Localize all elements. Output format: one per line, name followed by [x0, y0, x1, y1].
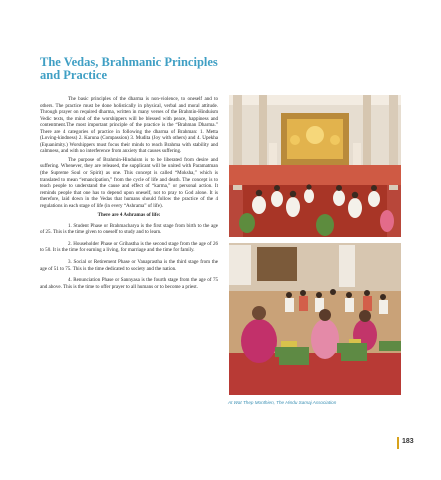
paragraph: The purpose of Brahmin-Hinduism is to be liberated from desire and suffering. Whenever, they are released, the supplicant will be united with Paramatman (the Supreme Soul or Spirit) as one. This concept is called “Moksha,” which is translated to mean “emancipation,” from the cycle of life and death. The concept is to teach people to understand the cause and effect of “karma,” or personal action. It reminds people that one has to depend upon oneself, not to pray to God alone. It is therefore, laid down in the Vedas that humans should follow the practice of the 4 regulations in each stage of life (in every “Ashrama” of life).: [40, 156, 218, 209]
ashrama-item: 2. Householder Phase or Grihastha is the second stage from the age of 26 to 50. It is the time for earning a living, for marriage and the time for family.: [40, 240, 218, 254]
paragraph: The basic principles of the dharma is non-violence, to oneself and to others. The practice must be done holistically in physical, verbal and moral attitude. Through prayer on required dharma, written in many verses of the Brahmin-Hinduism Vedic texts, the mind of the worshippers will be blessed with peace, happiness and contentment.The most important principle of the practice is the “Brahman Dharma.” There are 4 categories of practice in following the dharma of Brahman: 1. Metta (Loving-kindness) 2. Karuna (Compassion) 3. Mudita (Joy with others) and 4. Upekha (Equanimity.) Worshippers must focus their minds to reach Brahma with stability and calmness, and with no interference from anxiety that causes suffering.: [40, 96, 218, 155]
ashrama-item: 3. Social or Retirement Phase or Vanaprastha is the third stage from the age of 51 to 75. This is the time dedicated to society and the nation.: [40, 259, 218, 272]
ashrama-item: 1. Student Phase or Brahmacharya is the first stage from birth to the age of 25. This is the time given to oneself to study and to learn.: [40, 222, 218, 236]
page-number-rule: [397, 437, 399, 449]
page-number: 183: [402, 438, 414, 445]
page-title: The Vedas, Brahmanic Principles and Practice: [40, 55, 218, 82]
ashrama-item: 4. Renunciation Phase or Sannyasa is the fourth stage from the age of 75 and above. This is the time to offer prayer to all humans or to become a priest.: [40, 277, 218, 290]
photo-caption: At Wat Thep Monthien, The Hindu Samaj Association: [228, 400, 337, 405]
ashrama-heading: There are 4 Ashramas of life:: [97, 212, 161, 219]
body-text: [40, 96, 218, 295]
temple-interior-photo: [229, 95, 401, 237]
worshippers-photo: [229, 243, 401, 395]
